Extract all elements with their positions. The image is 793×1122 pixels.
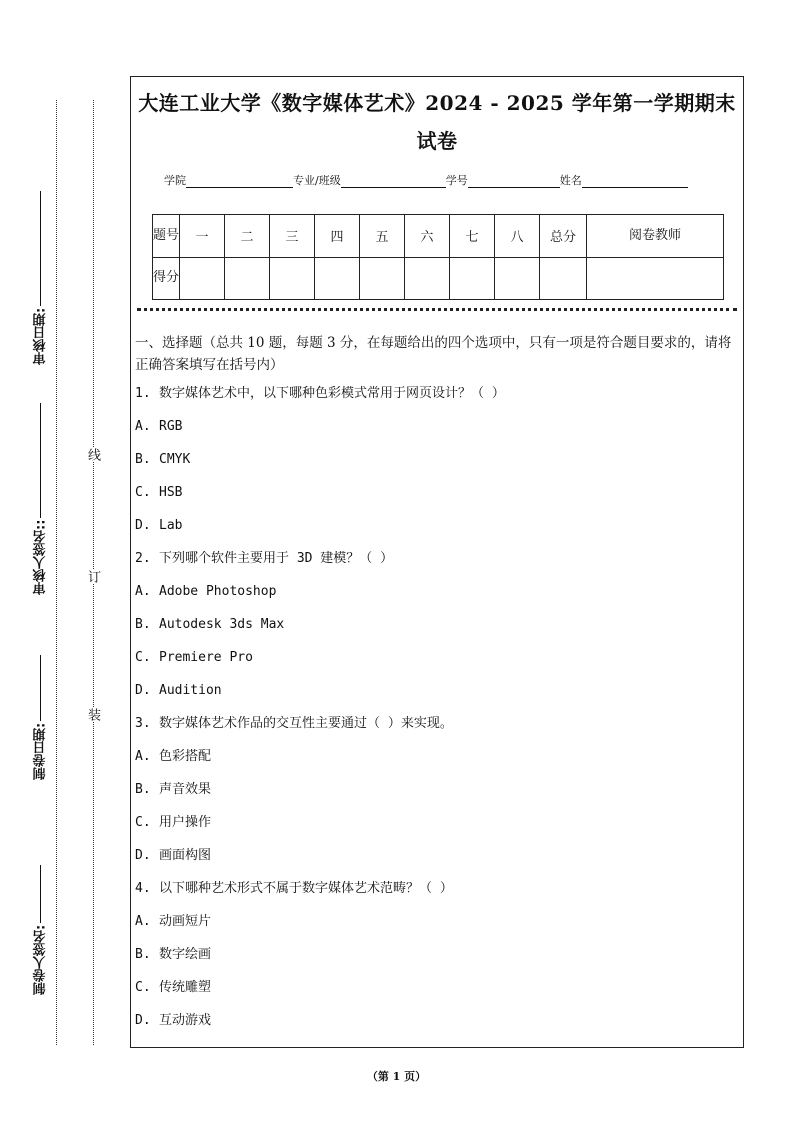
question-number: 1. (135, 386, 151, 401)
option-text: 色彩搭配 (159, 749, 212, 764)
score-cell[interactable] (360, 257, 405, 300)
option (135, 914, 739, 947)
score-cell[interactable] (225, 257, 270, 300)
option-key: D. (135, 683, 151, 698)
option-key: B. (135, 452, 151, 467)
question-block (135, 881, 739, 1046)
prep-date-field[interactable] (26, 655, 56, 780)
option-key: B. (135, 947, 151, 962)
review-date-label: 审核日期: (33, 307, 49, 365)
score-cell[interactable] (315, 257, 360, 300)
option (135, 980, 739, 1013)
option-key: C. (135, 980, 151, 995)
question-block (135, 551, 739, 716)
binding-mark-staple: 订 (85, 570, 100, 583)
option-key: D. (135, 518, 151, 533)
option-text: 数字绘画 (159, 947, 212, 962)
question-text: 数字媒体艺术作品的交互性主要通过（ ）来实现。 (159, 716, 453, 731)
exam-title: 大连工业大学《数字媒体艺术》2024 - 2025 学年第一学期期末试卷 (138, 91, 736, 153)
option-key: D. (135, 848, 151, 863)
preparer-signature-label: 制卷人签名: (33, 924, 49, 995)
preparer-signature-line (41, 865, 42, 923)
major-class-input[interactable] (341, 174, 446, 188)
option (135, 947, 739, 980)
score-cell-grader[interactable] (587, 257, 724, 300)
section-title: 一、选择题（总共 10 题，每题 3 分，在每题给出的四个选项中，只有一项是符合题目要求的，请将正确答案填写在括号内） (135, 335, 732, 373)
option (135, 452, 739, 485)
info-label-student-id: 学号 (445, 174, 468, 187)
option-key: C. (135, 815, 151, 830)
binding-margin (0, 0, 125, 1122)
option-key: C. (135, 485, 151, 500)
score-row-label-question: 题号 (153, 215, 180, 258)
info-label-college: 学院 (164, 174, 186, 187)
option (135, 749, 739, 782)
question-text: 数字媒体艺术中，以下哪种色彩模式常用于网页设计？（ ） (159, 386, 505, 401)
review-date-field[interactable] (26, 155, 56, 365)
binding-line-outer (56, 100, 57, 1045)
option-text: 互动游戏 (159, 1013, 212, 1028)
review-date-line (41, 191, 42, 306)
option-key: B. (135, 782, 151, 797)
name-input[interactable] (582, 174, 688, 188)
option (135, 584, 739, 617)
score-col-grader: 阅卷教师 (587, 215, 724, 258)
option-text: Autodesk 3ds Max (159, 617, 285, 632)
option (135, 848, 739, 881)
binding-mark-bind: 装 (85, 708, 100, 721)
score-cell[interactable] (495, 257, 540, 300)
option-text: Adobe Photoshop (159, 584, 277, 599)
question-stem (135, 551, 739, 584)
info-label-major-class: 专业/班级 (293, 174, 341, 187)
score-col-4: 四 (315, 215, 360, 258)
question-number: 3. (135, 716, 151, 731)
score-col-3: 三 (270, 215, 315, 258)
score-row-label-score: 得分 (153, 257, 180, 300)
reviewer-signature-field[interactable] (26, 395, 56, 595)
question-stem (135, 386, 739, 419)
question-stem (135, 881, 739, 914)
option-text: Audition (159, 683, 222, 698)
student-info-row (164, 172, 688, 188)
option-key: A. (135, 584, 151, 599)
option-text: Premiere Pro (159, 650, 253, 665)
question-number: 2. (135, 551, 151, 566)
student-id-input[interactable] (468, 174, 560, 188)
option-key: A. (135, 914, 151, 929)
score-col-7: 七 (450, 215, 495, 258)
option-text: Lab (159, 518, 183, 533)
score-cell[interactable] (180, 257, 225, 300)
option-key: C. (135, 650, 151, 665)
option-text: RGB (159, 419, 183, 434)
score-col-8: 八 (495, 215, 540, 258)
option-key: A. (135, 419, 151, 434)
option (135, 815, 739, 848)
option-text: 动画短片 (159, 914, 212, 929)
option (135, 485, 739, 518)
score-col-1: 一 (180, 215, 225, 258)
score-cell[interactable] (270, 257, 315, 300)
info-label-name: 姓名 (559, 174, 582, 187)
option (135, 419, 739, 452)
option (135, 683, 739, 716)
exam-content (135, 332, 739, 1046)
score-col-5: 五 (360, 215, 405, 258)
score-col-2: 二 (225, 215, 270, 258)
option-text: 画面构图 (159, 848, 212, 863)
college-input[interactable] (186, 174, 293, 188)
option-text: 声音效果 (159, 782, 212, 797)
binding-mark-line: 线 (85, 448, 100, 461)
score-col-total: 总分 (540, 215, 587, 258)
score-cell-total[interactable] (540, 257, 587, 300)
option-text: 传统雕塑 (159, 980, 212, 995)
option-text: CMYK (159, 452, 191, 467)
option-key: A. (135, 749, 151, 764)
score-cell[interactable] (405, 257, 450, 300)
score-table-header-row (153, 215, 724, 258)
question-block (135, 386, 739, 551)
option-text: HSB (159, 485, 183, 500)
question-number: 4. (135, 881, 151, 896)
prep-date-line (41, 655, 42, 721)
page-number: （第 1 页） (366, 1070, 427, 1083)
option (135, 518, 739, 551)
question-text: 以下哪种艺术形式不属于数字媒体艺术范畴？（ ） (159, 881, 453, 896)
question-text: 下列哪个软件主要用于 3D 建模？（ ） (159, 551, 394, 566)
score-table (152, 214, 724, 300)
option (135, 1013, 739, 1046)
option (135, 650, 739, 683)
option (135, 782, 739, 815)
prep-date-label: 制卷日期: (33, 722, 49, 780)
option-key: B. (135, 617, 151, 632)
separator-dotted (137, 308, 737, 311)
score-cell[interactable] (450, 257, 495, 300)
reviewer-signature-line (41, 403, 42, 518)
option (135, 617, 739, 650)
preparer-signature-field[interactable] (26, 865, 56, 995)
score-table-score-row (153, 257, 724, 300)
question-stem (135, 716, 739, 749)
option-text: 用户操作 (159, 815, 212, 830)
score-col-6: 六 (405, 215, 450, 258)
option-key: D. (135, 1013, 151, 1028)
reviewer-signature-label: 审核人签名:: (33, 519, 49, 595)
question-block (135, 716, 739, 881)
